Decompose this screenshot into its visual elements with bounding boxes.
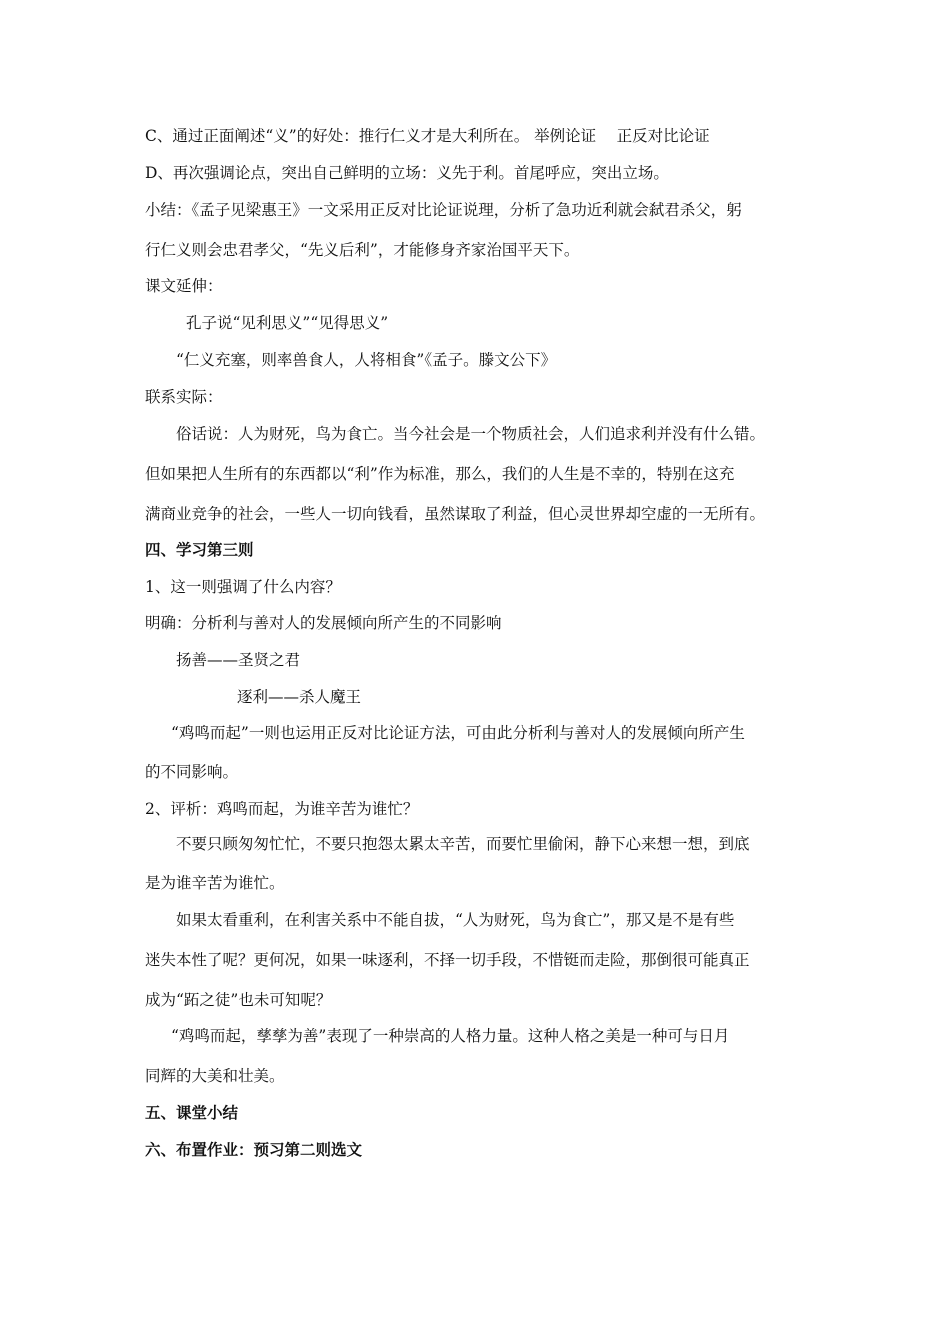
text-line: 迷失本性了呢？更何况，如果一味逐利，不择一切手段，不惜铤而走险，那倒很可能真正	[145, 951, 750, 969]
text-line: 的不同影响。	[145, 763, 239, 781]
text-line: D、再次强调论点，突出自己鲜明的立场：义先于利。首尾呼应，突出立场。	[145, 164, 669, 182]
section-heading: 五、课堂小结	[145, 1104, 239, 1122]
text-line: “仁义充塞，则率兽食人，人将相食”《孟子。滕文公下》	[176, 351, 557, 369]
text-line: 不要只顾匆匆忙忙，不要只抱怨太累太辛苦，而要忙里偷闲，静下心来想一想，到底	[176, 835, 750, 853]
text-line: 明确：分析利与善对人的发展倾向所产生的不同影响	[145, 614, 502, 632]
text-line: 联系实际：	[145, 388, 223, 406]
text-line: 孔子说“见利思义”“见得思义”	[186, 314, 389, 332]
text-line: “鸡鸣而起，孳孳为善”表现了一种崇高的人格力量。这种人格之美是一种可与日月	[171, 1027, 730, 1045]
text-line: 2、评析：鸡鸣而起，为谁辛苦为谁忙？	[145, 800, 419, 818]
text-line: 俗话说：人为财死，鸟为食亡。当今社会是一个物质社会，人们追求利并没有什么错。	[176, 425, 766, 443]
text-line: 小结：《孟子见梁惠王》一文采用正反对比论证说理，分析了急功近利就会弑君杀父，躬	[145, 201, 742, 219]
section-heading: 六、布置作业：预习第二则选文	[145, 1141, 363, 1159]
text-line: 但如果把人生所有的东西都以“利”作为标准，那么，我们的人生是不幸的，特别在这充	[145, 465, 735, 483]
text-line: 成为“跖之徒”也未可知呢？	[145, 991, 332, 1009]
text-line: 逐利——杀人魔王	[237, 688, 362, 706]
text-line: 行仁义则会忠君孝父，“先义后利”，才能修身齐家治国平天下。	[145, 241, 580, 259]
text-line: 课文延伸：	[145, 277, 223, 295]
text-line: 是为谁辛苦为谁忙。	[145, 874, 285, 892]
text-line: C、通过正面阐述“义”的好处：推行仁义才是大利所在。 举例论证 正反对比论证	[145, 127, 710, 145]
text-line: 1、这一则强调了什么内容？	[145, 578, 341, 596]
section-heading: 四、学习第三则	[145, 541, 254, 559]
text-line: 扬善——圣贤之君	[176, 651, 301, 669]
text-line: “鸡鸣而起”一则也运用正反对比论证方法，可由此分析利与善对人的发展倾向所产生	[171, 724, 745, 742]
text-line: 满商业竞争的社会，一些人一切向钱看，虽然谋取了利益，但心灵世界却空虚的一无所有。	[145, 505, 766, 523]
text-line: 如果太看重利，在利害关系中不能自拔，“人为财死，鸟为食亡”，那又是不是有些	[176, 911, 735, 929]
text-line: 同辉的大美和壮美。	[145, 1067, 285, 1085]
